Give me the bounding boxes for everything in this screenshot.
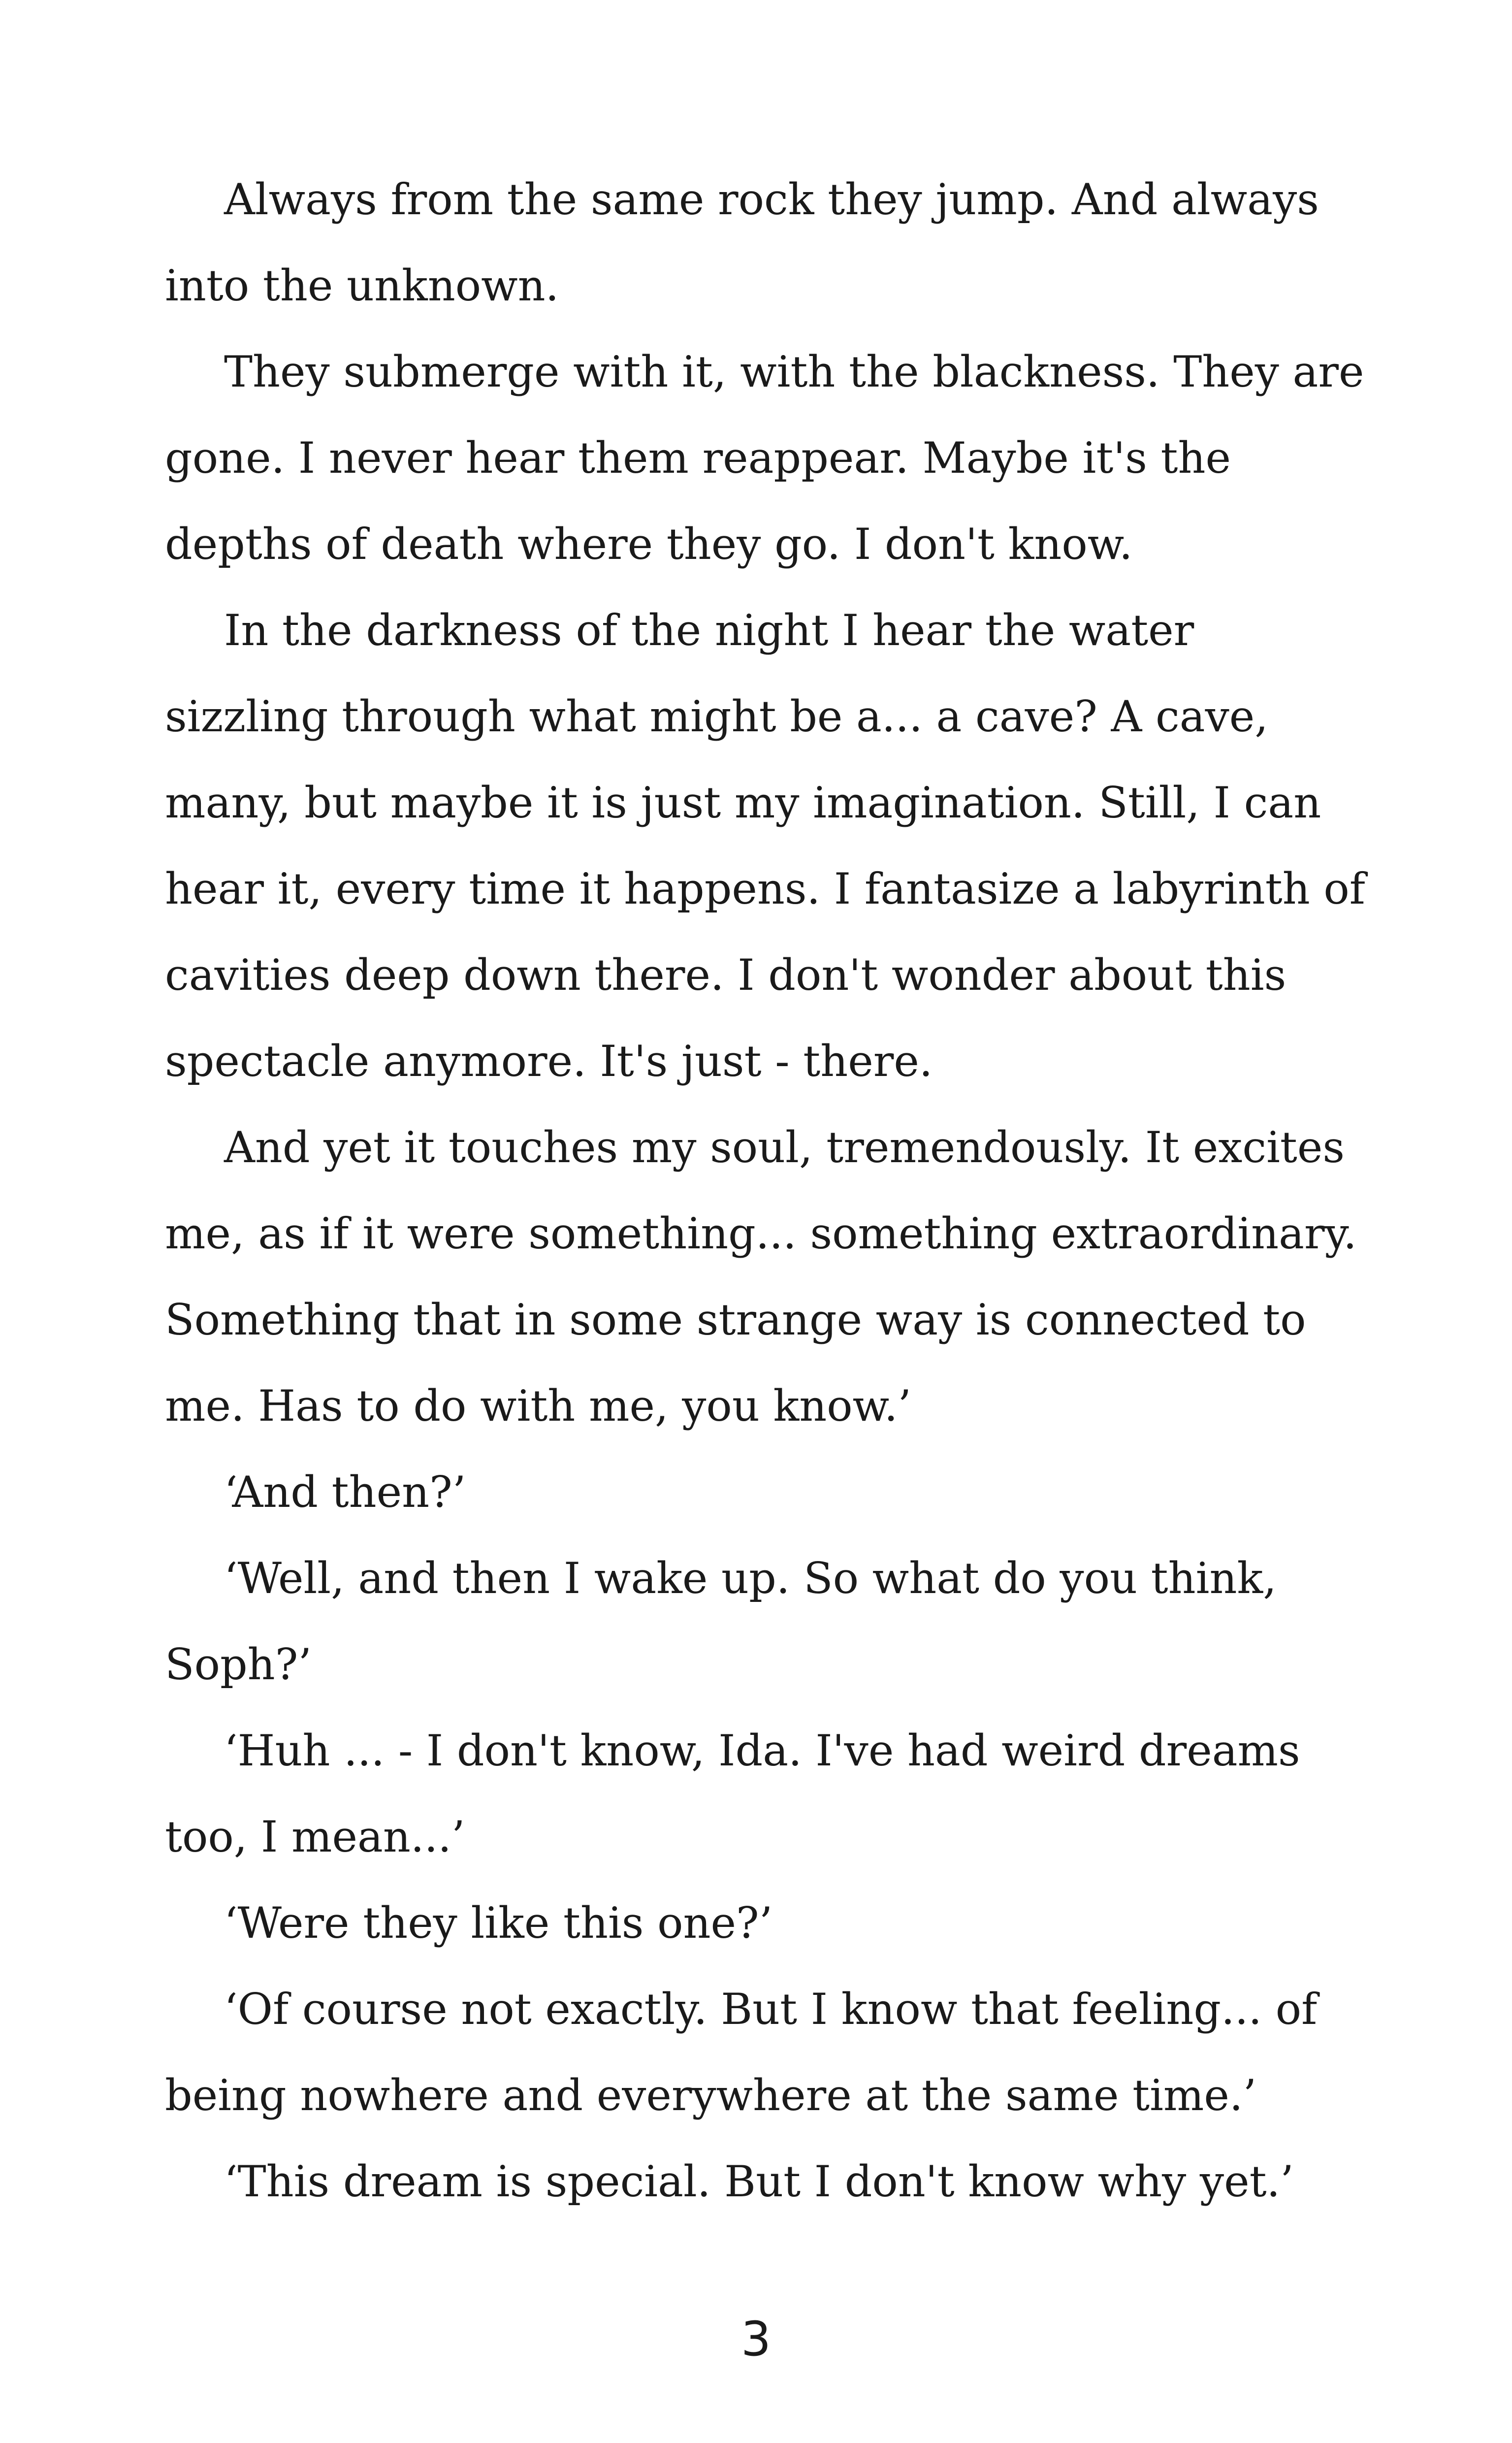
paragraph-2: They submerge with it, with the blackness. They are gone. I never hear them reappear. Maybe it's the depths of death where they go. I don't know.	[165, 347, 1364, 569]
page-number: 3	[740, 2312, 772, 2367]
paragraph-10: ‘This dream is special. But I don't know why yet.’	[224, 2156, 1294, 2207]
paragraph-4: And yet it touches my soul, tremendously. It excites me, as if it were something... something extraordinary. Something that in some strange way is connected to me. Has to do with me, you know.’	[165, 1122, 1357, 1431]
paragraph-8: ‘Were they like this one?’	[224, 1898, 773, 1948]
paragraph-3: In the darkness of the night I hear the water sizzling through what might be a... a cave? A cave, many, but maybe it is just my imagination. Still, I can hear it, every time it happens. I fantasize a labyrinth of cavities deep down there. I don't wonder about this spectacle anymore. It's just - there.	[165, 605, 1365, 1086]
paragraph-1: Always from the same rock they jump. And always into the unknown.	[165, 174, 1319, 311]
body-text	[165, 157, 1366, 2225]
paragraph-9: ‘Of course not exactly. But I know that feeling... of being nowhere and everywhere at the same time.’	[165, 1984, 1318, 2120]
paragraph-6: ‘Well, and then I wake up. So what do you think, Soph?’	[165, 1553, 1277, 1690]
paragraph-7: ‘Huh ... - I don't know, Ida. I've had weird dreams too, I mean...’	[165, 1726, 1300, 1862]
paragraph-5: ‘And then?’	[224, 1467, 466, 1517]
